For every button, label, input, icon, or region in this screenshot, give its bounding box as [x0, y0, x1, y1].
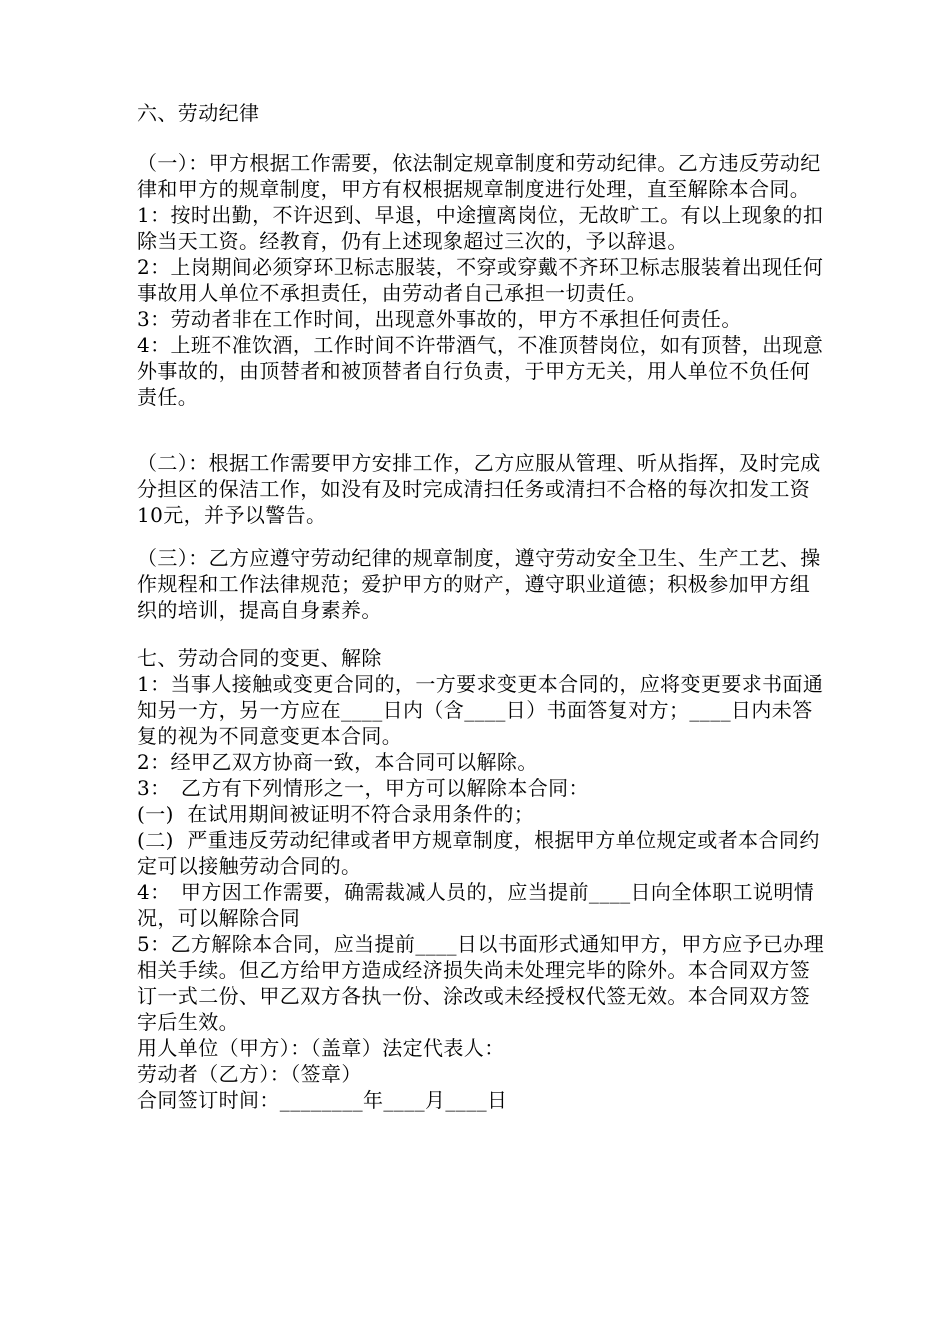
section-six-part-two: （二）：根据工作需要甲方安排工作，乙方应服从管理、听从指挥，及时完成分担区的保洁工作，如没有及时完成清扫任务或清扫不合格的每次扣发工资10元，并予以警告。	[137, 451, 821, 527]
section-six-part-one: （一）：甲方根据工作需要，依法制定规章制度和劳动纪律。乙方违反劳动纪律和甲方的规章制度，甲方有权根据规章制度进行处理，直至解除本合同。 1：按时出勤，不许迟到、早退，中途擅离岗位，无故旷工。有以上现象的扣除当天工资。经教育，仍有上述现象超过三次的，予以辞退。 2：上岗期间必须穿环卫标志服装，不穿或穿戴不齐环卫标志服装着出现任何事故用人单位不承担责任，由劳动者自己承担一切责任。 3：劳动者非在工作时间，出现意外事故的，甲方不承担任何责任。 4：上班不准饮酒，工作时间不许带酒气，不准顶替岗位，如有顶替，出现意外事故的，由顶替者和被顶替者自行负责，于甲方无关，用人单位不负任何责任。	[137, 151, 824, 409]
section-six-part-three: （三）：乙方应遵守劳动纪律的规章制度，遵守劳动安全卫生、生产工艺、操作规程和工作法律规范；爱护甲方的财产，遵守职业道德；积极参加甲方组织的培训，提高自身素养。	[137, 546, 821, 622]
section-seven: 七、劳动合同的变更、解除 1：当事人接触或变更合同的，一方要求变更本合同的，应将变更要求书面通知另一方，另一方应在____日内（含____日）书面答复对方；____日内未答复的视为不同意变更本合同。 2：经甲乙双方协商一致，本合同可以解除。 3： 乙方有下列情形之一，甲方可以解除本合同： (一) 在试用期间被证明不符合录用条件的； (二) 严重违反劳动纪律或者甲方规章制度，根据甲方单位规定或者本合同约定可以接触劳动合同的。 4： 甲方因工作需要，确需裁减人员的，应当提前____日向全体职工说明情况，可以解除合同 5：乙方解除本合同，应当提前____日以书面形式通知甲方，甲方应予已办理相关手续。但乙方给甲方造成经济损失尚未处理完毕的除外。本合同双方签订一式二份、甲乙双方各执一份、涂改或未经授权代签无效。本合同双方签字后生效。 用人单位（甲方）：（盖章）法定代表人： 劳动者（乙方）：（签章） 合同签订时间：________年____月____日	[137, 646, 825, 1112]
section-six-heading: 六、劳动纪律	[137, 101, 260, 125]
